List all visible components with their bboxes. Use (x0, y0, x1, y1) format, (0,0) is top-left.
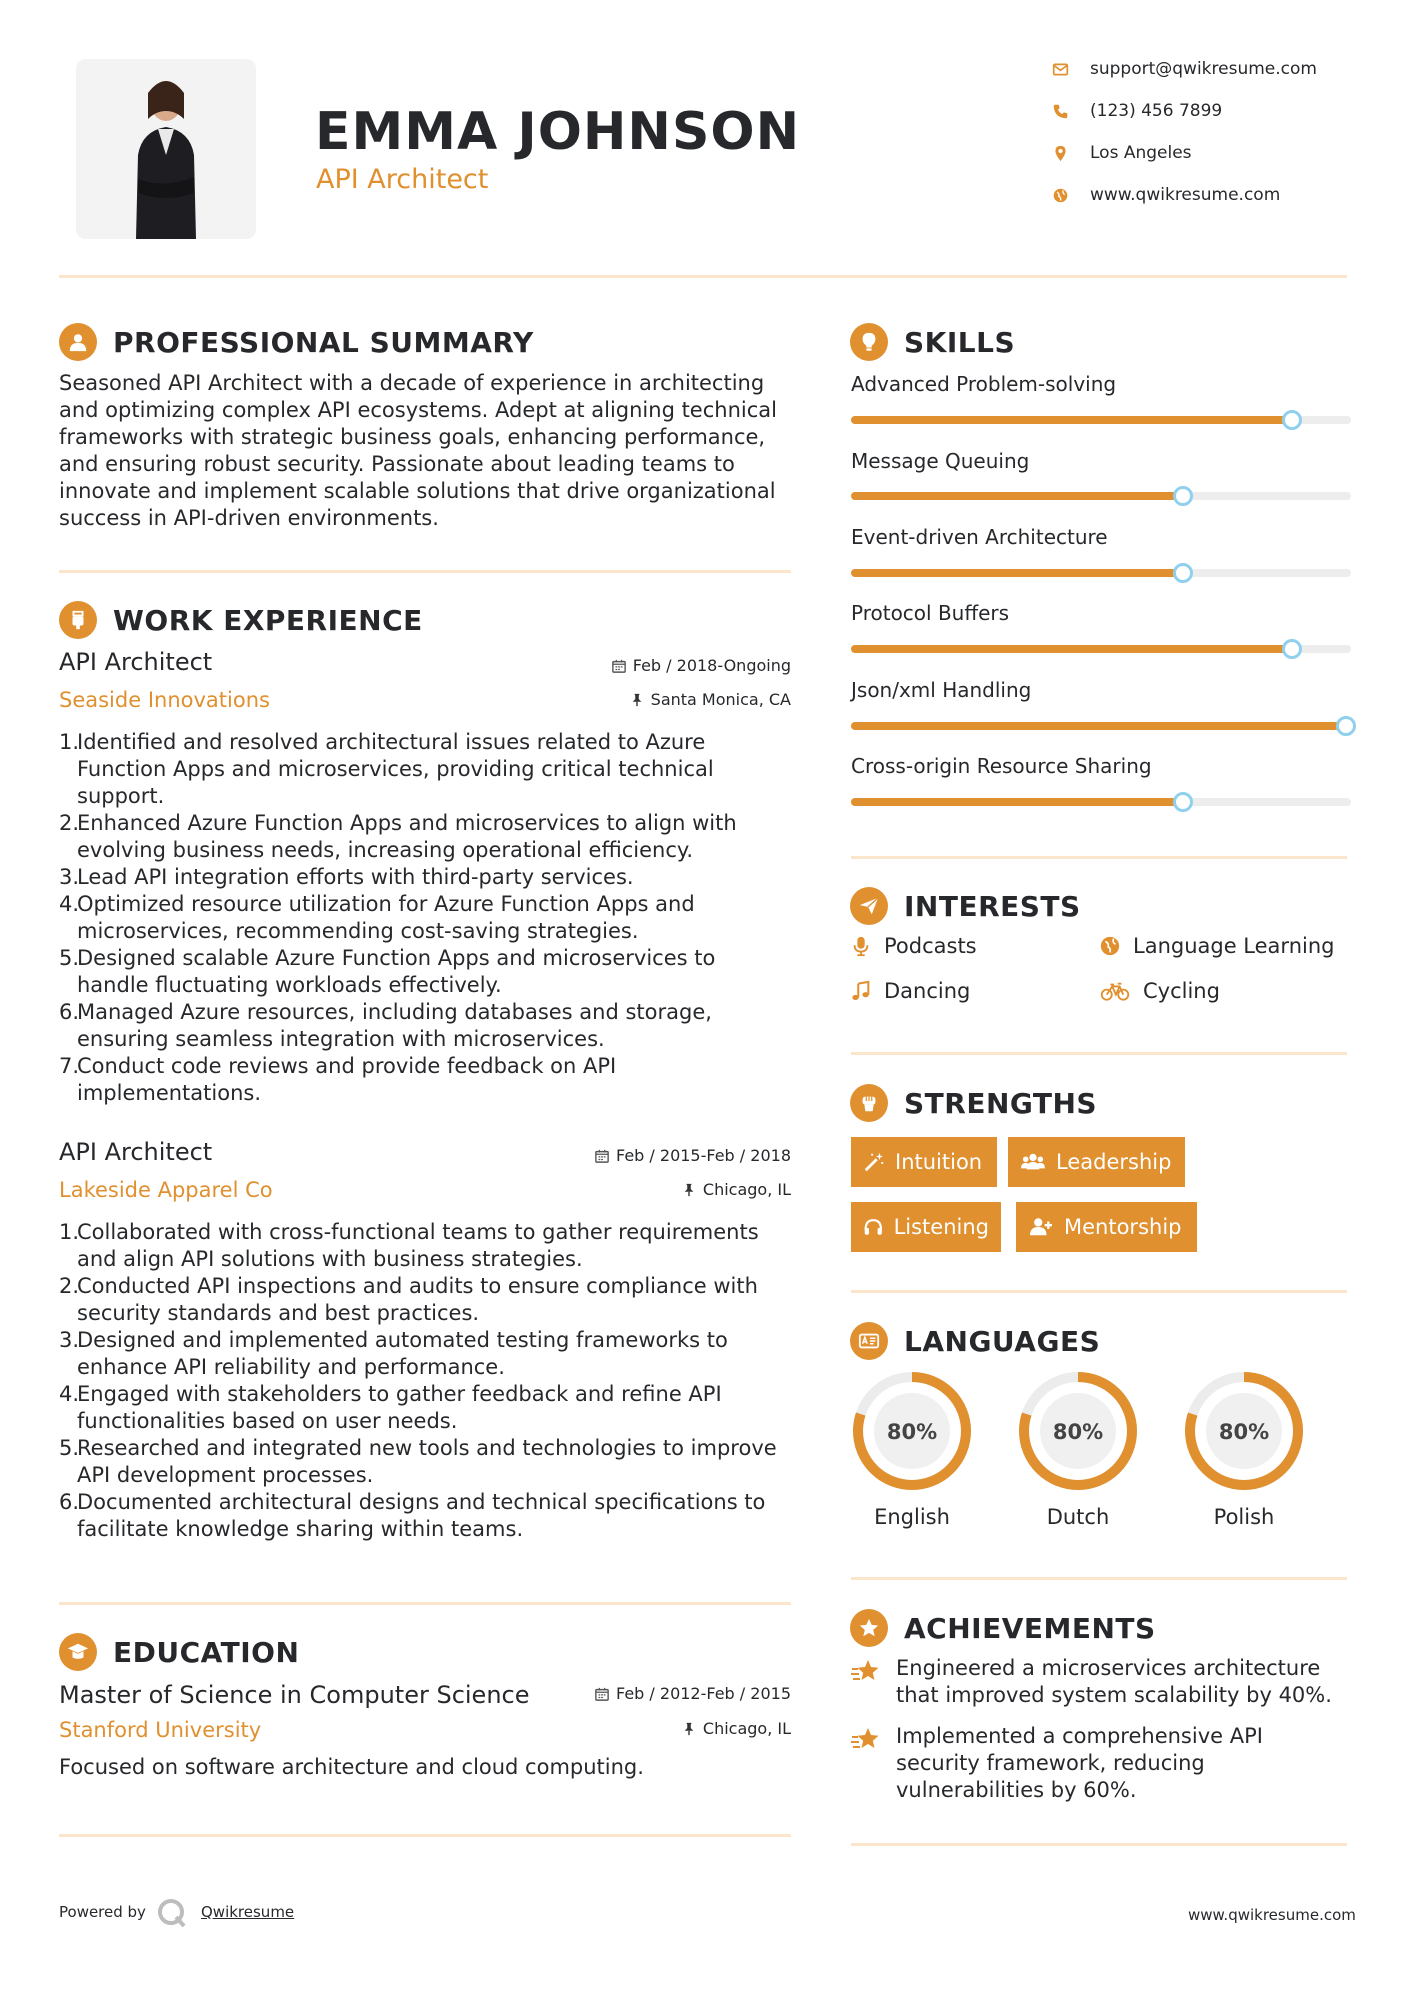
powered-by-label: Powered by (59, 1903, 146, 1921)
pushpin-icon (682, 1183, 696, 1197)
summary-heading: PROFESSIONAL SUMMARY (59, 322, 534, 362)
globe-icon (1099, 935, 1121, 957)
user-plus-icon (1028, 1216, 1054, 1238)
phone-icon (1052, 103, 1090, 120)
language-percent: 80% (886, 1420, 938, 1444)
experience-heading: WORK EXPERIENCE (59, 600, 423, 640)
skill-slider-knob[interactable] (1173, 563, 1193, 583)
skill-bar (851, 416, 1351, 424)
strength-listening: Listening (851, 1202, 1001, 1252)
achievement-item: Implemented a comprehensive API security framework, reducing vulnerabilities by 60%. (850, 1723, 1340, 1804)
footer-website[interactable]: www.qwikresume.com (1188, 1906, 1356, 1924)
list-item: 5. Researched and integrated new tools and technologies to improve API development processes. (59, 1436, 777, 1487)
calendar-icon (612, 659, 626, 673)
globe-icon (1052, 187, 1090, 204)
contact-email[interactable] (1052, 56, 1352, 82)
headphones-icon (863, 1216, 884, 1238)
contact-email-text: support@qwikresume.com (1090, 59, 1317, 79)
interests-divider (851, 1052, 1347, 1055)
skill-bar (851, 645, 1351, 653)
education-school: Stanford University (59, 1718, 262, 1742)
skill-bar-fill (851, 416, 1292, 424)
language-ring-dutch (1016, 1369, 1140, 1493)
strengths-divider (851, 1290, 1347, 1293)
interests-heading: INTERESTS (850, 886, 1081, 926)
achievements-heading: ACHIEVEMENTS (850, 1608, 1156, 1648)
skill-slider-knob[interactable] (1336, 716, 1356, 736)
job-1-location: Santa Monica, CA (531, 690, 791, 709)
achievement-item: Engineered a microservices architecture that improved system scalability by 40%. (850, 1655, 1340, 1709)
fist-icon (850, 1084, 888, 1122)
skill-slider-knob[interactable] (1282, 410, 1302, 430)
bicycle-icon (1099, 980, 1131, 1002)
strength-mentorship: Mentorship (1016, 1202, 1197, 1252)
strengths-heading: STRENGTHS (850, 1083, 1097, 1123)
education-divider (59, 1834, 791, 1837)
skill-label: Cross-origin Resource Sharing (851, 754, 1152, 778)
paper-plane-icon (850, 887, 888, 925)
contact-location-text: Los Angeles (1090, 143, 1192, 163)
language-name: English (874, 1505, 950, 1529)
achievements-divider (851, 1843, 1347, 1846)
skill-bar-fill (851, 645, 1292, 653)
list-item: 4. Optimized resource utilization for Azure Function Apps and microservices, recommending cost-saving strategies. (59, 892, 695, 943)
contact-website[interactable] (1052, 182, 1352, 208)
skill-bar (851, 569, 1351, 577)
list-item: 3. Designed and implemented automated testing frameworks to enhance API reliability and performance. (59, 1328, 728, 1379)
list-item: 1. Collaborated with cross-functional teams to gather requirements and align API solutions with business strategies. (59, 1220, 759, 1271)
interest-cycling: Cycling (1099, 979, 1220, 1003)
job-1-responsibilities (59, 729, 789, 1107)
education-location: Chicago, IL (531, 1719, 791, 1738)
summary-divider (59, 570, 791, 573)
skill-bar (851, 798, 1351, 806)
language-percent: 80% (1218, 1420, 1270, 1444)
qwikresume-link[interactable]: Qwikresume (201, 1903, 295, 1921)
skill-label: Advanced Problem-solving (851, 372, 1117, 396)
magic-wand-icon (863, 1151, 885, 1173)
skill-bar-fill (851, 798, 1183, 806)
briefcase-icon (59, 601, 97, 639)
contact-phone[interactable] (1052, 98, 1352, 124)
skill-bar-fill (851, 569, 1183, 577)
skills-divider (851, 856, 1347, 859)
list-item: 2. Conducted API inspections and audits to ensure compliance with security standards and best practices. (59, 1274, 758, 1325)
education-description: Focused on software architecture and cloud computing. (59, 1755, 644, 1779)
experience-divider (59, 1602, 791, 1605)
contact-website-text: www.qwikresume.com (1090, 185, 1281, 205)
skill-bar (851, 722, 1351, 730)
languages-divider (851, 1577, 1347, 1580)
language-percent: 80% (1052, 1420, 1104, 1444)
list-item: 3. Lead API integration efforts with third-party services. (59, 865, 634, 889)
list-item: 5. Designed scalable Azure Function Apps and microservices to handle fluctuating workloads effectively. (59, 946, 716, 997)
skill-label: Json/xml Handling (851, 678, 1032, 702)
microphone-icon (850, 935, 872, 957)
music-note-icon (850, 980, 872, 1002)
skill-slider-knob[interactable] (1173, 792, 1193, 812)
contact-phone-text: (123) 456 7899 (1090, 101, 1223, 121)
language-name: Dutch (1046, 1505, 1110, 1529)
list-item: 7. Conduct code reviews and provide feedback on API implementations. (59, 1054, 617, 1105)
header-divider (59, 275, 1347, 278)
users-icon (1020, 1151, 1046, 1173)
map-pin-icon (1052, 145, 1090, 162)
job-2-location: Chicago, IL (531, 1180, 791, 1199)
language-name: Polish (1213, 1505, 1275, 1529)
pushpin-icon (682, 1722, 696, 1736)
strength-intuition: Intuition (851, 1137, 997, 1187)
interest-podcasts: Podcasts (850, 934, 977, 958)
user-icon (59, 323, 97, 361)
candidate-name: EMMA JOHNSON (315, 102, 801, 162)
contact-location (1052, 140, 1352, 166)
interest-dancing: Dancing (850, 979, 970, 1003)
star-icon (850, 1725, 882, 1755)
envelope-icon (1052, 61, 1090, 78)
skill-bar-fill (851, 492, 1183, 500)
language-ring-english (850, 1369, 974, 1493)
list-item: 2. Enhanced Azure Function Apps and microservices to align with evolving business needs, increasing operational efficiency. (59, 811, 737, 862)
pushpin-icon (630, 693, 644, 707)
star-icon (850, 1657, 882, 1687)
interest-language-learning: Language Learning (1099, 934, 1334, 958)
list-item: 1. Identified and resolved architectural issues related to Azure Function Apps and microservices, providing critical technical support. (59, 730, 714, 808)
education-dates: Feb / 2012-Feb / 2015 (531, 1684, 791, 1703)
star-badge-icon (850, 1609, 888, 1647)
job-2-company: Lakeside Apparel Co (59, 1178, 273, 1202)
job-1-dates: Feb / 2018-Ongoing (531, 656, 791, 675)
language-card-icon (850, 1322, 888, 1360)
skill-slider-knob[interactable] (1282, 639, 1302, 659)
skill-bar (851, 492, 1351, 500)
qwikresume-logo (156, 1897, 188, 1929)
skill-bar-fill (851, 722, 1346, 730)
languages-heading: LANGUAGES (850, 1321, 1100, 1361)
skill-label: Message Queuing (851, 449, 1030, 473)
skill-label: Event-driven Architecture (851, 525, 1108, 549)
job-2-dates: Feb / 2015-Feb / 2018 (531, 1146, 791, 1165)
language-ring-polish (1182, 1369, 1306, 1493)
job-1-company: Seaside Innovations (59, 688, 270, 712)
strength-leadership: Leadership (1008, 1137, 1185, 1187)
job-2-responsibilities (59, 1219, 789, 1543)
job-2-title: API Architect (59, 1138, 213, 1166)
calendar-icon (595, 1149, 609, 1163)
job-1-title: API Architect (59, 648, 213, 676)
skills-heading: SKILLS (850, 322, 1015, 362)
summary-text: Seasoned API Architect with a decade of experience in architecting and optimizing complex API ecosystems. Adept at aligning technical frameworks with strategic business goals, enhancing performance, and ensuring robust security. Passionate about leading teams to innovate and implement scalable solutions that drive organizational success in API-driven environments. (59, 371, 777, 530)
profile-photo (76, 59, 256, 239)
graduate-icon (59, 1633, 97, 1671)
list-item: 4. Engaged with stakeholders to gather feedback and refine API functionalities based on user needs. (59, 1382, 722, 1433)
skill-slider-knob[interactable] (1173, 486, 1193, 506)
list-item: 6. Managed Azure resources, including databases and storage, ensuring seamless integration with microservices. (59, 1000, 712, 1051)
candidate-title: API Architect (316, 164, 489, 195)
calendar-icon (595, 1687, 609, 1701)
skill-label: Protocol Buffers (851, 601, 1010, 625)
list-item: 6. Documented architectural designs and technical specifications to facilitate knowledge sharing within teams. (59, 1490, 766, 1541)
lightbulb-icon (850, 323, 888, 361)
education-heading: EDUCATION (59, 1632, 299, 1672)
education-degree: Master of Science in Computer Science (59, 1681, 530, 1709)
